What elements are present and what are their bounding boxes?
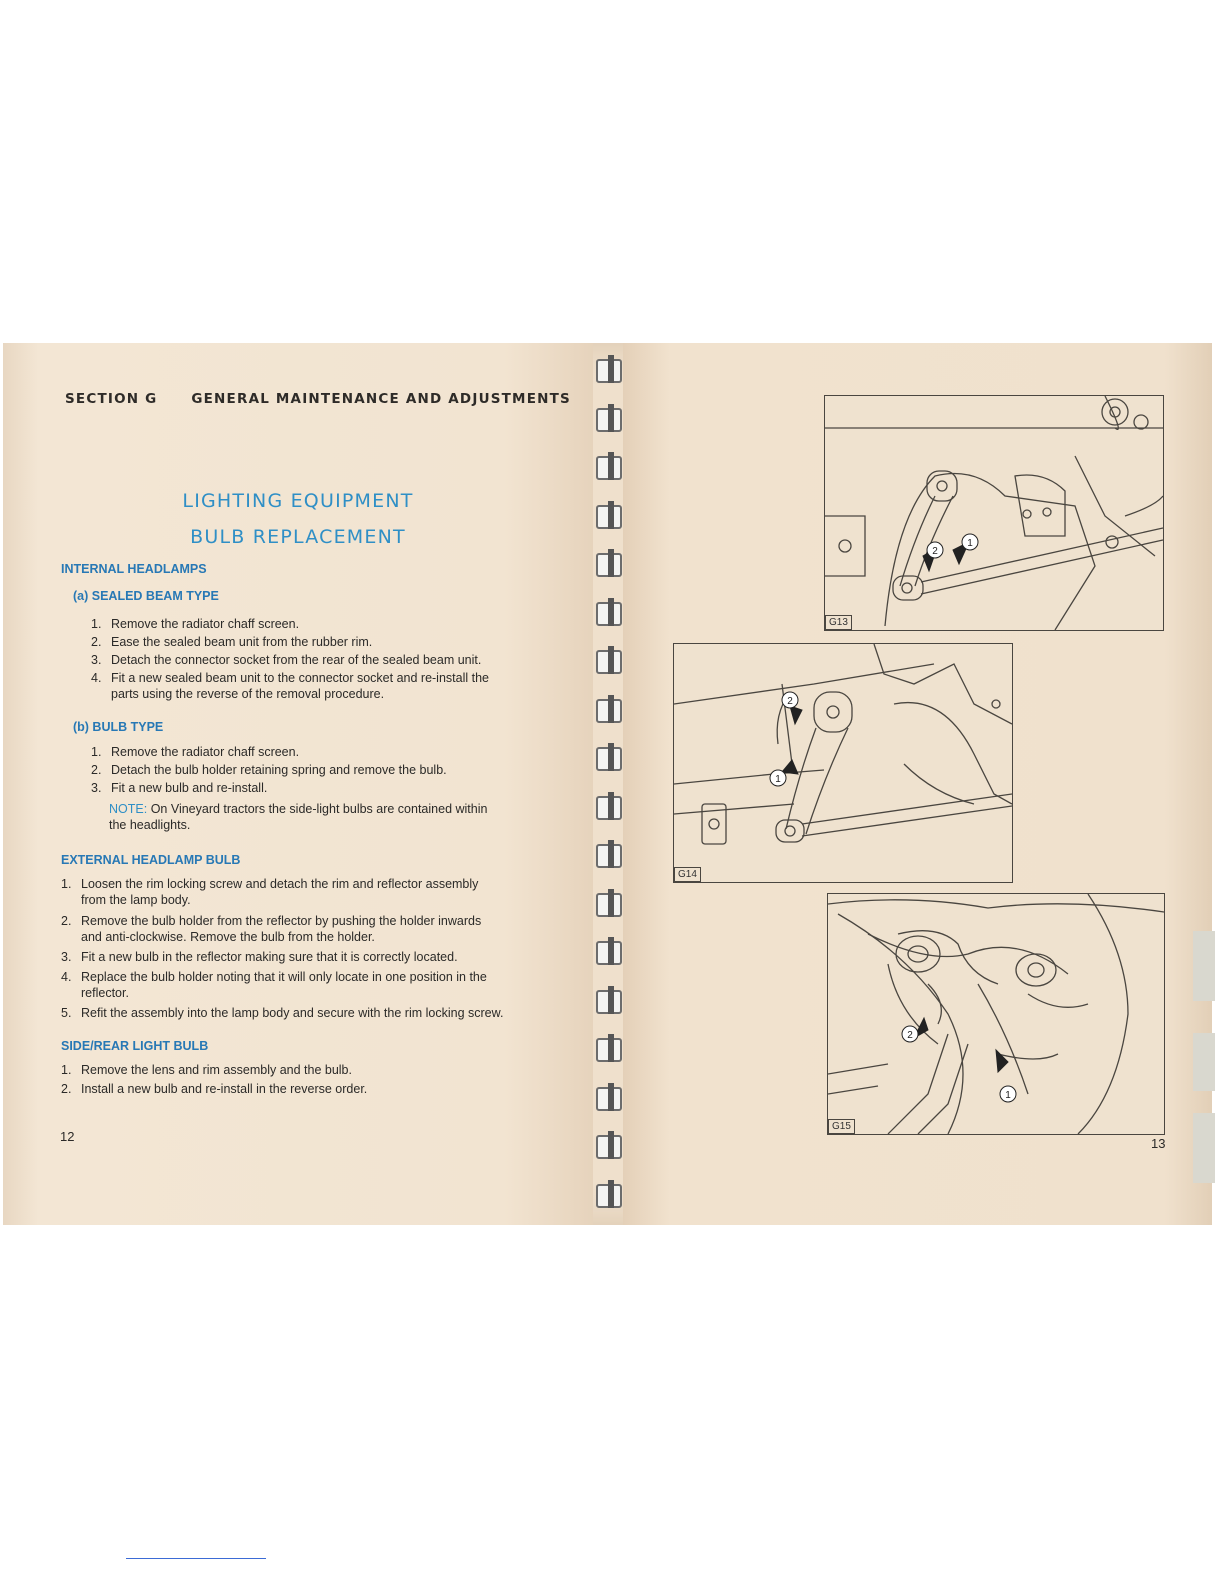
binding-ring <box>588 937 628 965</box>
running-title: GENERAL MAINTENANCE AND ADJUSTMENTS <box>191 391 571 407</box>
figure-label: G15 <box>828 1119 855 1134</box>
callout-2: 2 <box>787 696 793 707</box>
binding-ring <box>588 452 628 480</box>
binding-ring <box>588 1131 628 1159</box>
figure-g14 <box>673 643 1013 883</box>
binding-ring <box>588 743 628 771</box>
edge-tab <box>1193 1113 1215 1183</box>
page-title-lighting: LIGHTING EQUIPMENT <box>182 490 414 512</box>
callout-1: 1 <box>775 774 781 785</box>
binding-ring <box>588 501 628 529</box>
spiral-binding <box>588 343 628 1225</box>
binding-ring <box>588 1180 628 1208</box>
left-page: SECTION G GENERAL MAINTENANCE AND ADJUSTMENTS LIGHTING EQUIPMENT BULB REPLACEMENT INTERNAL HEADLAMPS (a) SEALED BEAM TYPE 1. Remove the radiator chaff screen. 2. Ease the sealed beam unit from the rubber rim. 3. Detach the connector socket from the rear of the sealed beam unit. 4. Fit a new sealed beam unit to the connector socket and re-install the parts using the reverse of the removal procedure. (b) BULB TYPE 1. Remove the radiator chaff screen. 2. Detach the bulb holder retaining spring and remove the bulb. 3. Fit a new bulb and re-install. NOTE: On Vineyard tractors the side-light bulbs are contained within the headlights. EXTERNAL HEADLAMP BULB 1. Loosen the rim locking screw and detach the rim and reflector assembly from the lamp body. 2. Remove the bulb holder from the reflector by pushing the holder inwards and anti-clockwise. Remove the bulb from the holder. 3. Fit a new bulb in the reflector making sure that it is correctly located. 4. Replace the bulb holder noting that it will only locate in one position in the reflector. 5. Refit the assembly into the lamp body and secure with the rim locking screw. SIDE/REAR LIGHT BULB 1. Remove the lens and rim assembly and the bulb. 2. Install a new bulb and re-install in the reverse order. 12 <box>3 343 593 1225</box>
list-item: 4. Replace the bulb holder noting that it will only locate in one position in the reflector. <box>61 970 487 1000</box>
binding-ring <box>588 598 628 626</box>
figure-g13 <box>824 395 1164 631</box>
heading-internal-headlamps: INTERNAL HEADLAMPS <box>61 562 207 576</box>
section-label: SECTION G <box>65 391 158 407</box>
heading-bulb-type: (b) BULB TYPE <box>73 720 164 734</box>
figure-g13-illustration <box>825 396 1163 630</box>
binding-ring <box>588 889 628 917</box>
figure-g15-illustration <box>828 894 1164 1134</box>
edge-tab <box>1193 1033 1215 1091</box>
note: NOTE: On Vineyard tractors the side-light bulbs are contained within the headlights. <box>109 802 488 832</box>
binding-ring <box>588 549 628 577</box>
binding-ring <box>588 355 628 383</box>
edge-tab <box>1193 931 1215 1001</box>
binding-ring <box>588 792 628 820</box>
page-number-left: 12 <box>60 1129 75 1144</box>
heading-external-headlamp: EXTERNAL HEADLAMP BULB <box>61 853 241 867</box>
figure-label: G14 <box>674 867 701 882</box>
heading-side-rear-light: SIDE/REAR LIGHT BULB <box>61 1039 209 1053</box>
list-item: 1. Loosen the rim locking screw and detach the rim and reflector assembly from the lamp body. <box>61 877 479 907</box>
binding-ring <box>588 695 628 723</box>
underline-mark <box>126 1558 266 1559</box>
running-head <box>65 391 571 407</box>
figure-g14-illustration <box>674 644 1012 882</box>
callout-2: 2 <box>932 546 938 557</box>
list-item: 4. Fit a new sealed beam unit to the connector socket and re-install the parts using the reverse of the removal procedure. <box>91 671 489 701</box>
binding-ring <box>588 986 628 1014</box>
binding-ring <box>588 1034 628 1062</box>
binding-ring <box>588 840 628 868</box>
callout-2: 2 <box>907 1030 913 1041</box>
binding-ring <box>588 1083 628 1111</box>
manual-spread <box>3 343 1212 1225</box>
page-number-right: 13 <box>1151 1136 1166 1151</box>
right-page <box>623 343 1212 1225</box>
note-label: NOTE: <box>109 802 148 816</box>
binding-ring <box>588 404 628 432</box>
callout-1: 1 <box>1005 1090 1011 1101</box>
binding-ring <box>588 646 628 674</box>
page-title-bulb: BULB REPLACEMENT <box>190 526 406 548</box>
list-item: 2. Remove the bulb holder from the reflector by pushing the holder inwards and anti-clockwise. Remove the bulb from the holder. <box>61 914 482 944</box>
heading-sealed-beam: (a) SEALED BEAM TYPE <box>73 589 219 603</box>
figure-label: G13 <box>825 615 852 630</box>
callout-1: 1 <box>967 538 973 549</box>
figure-g15 <box>827 893 1165 1135</box>
